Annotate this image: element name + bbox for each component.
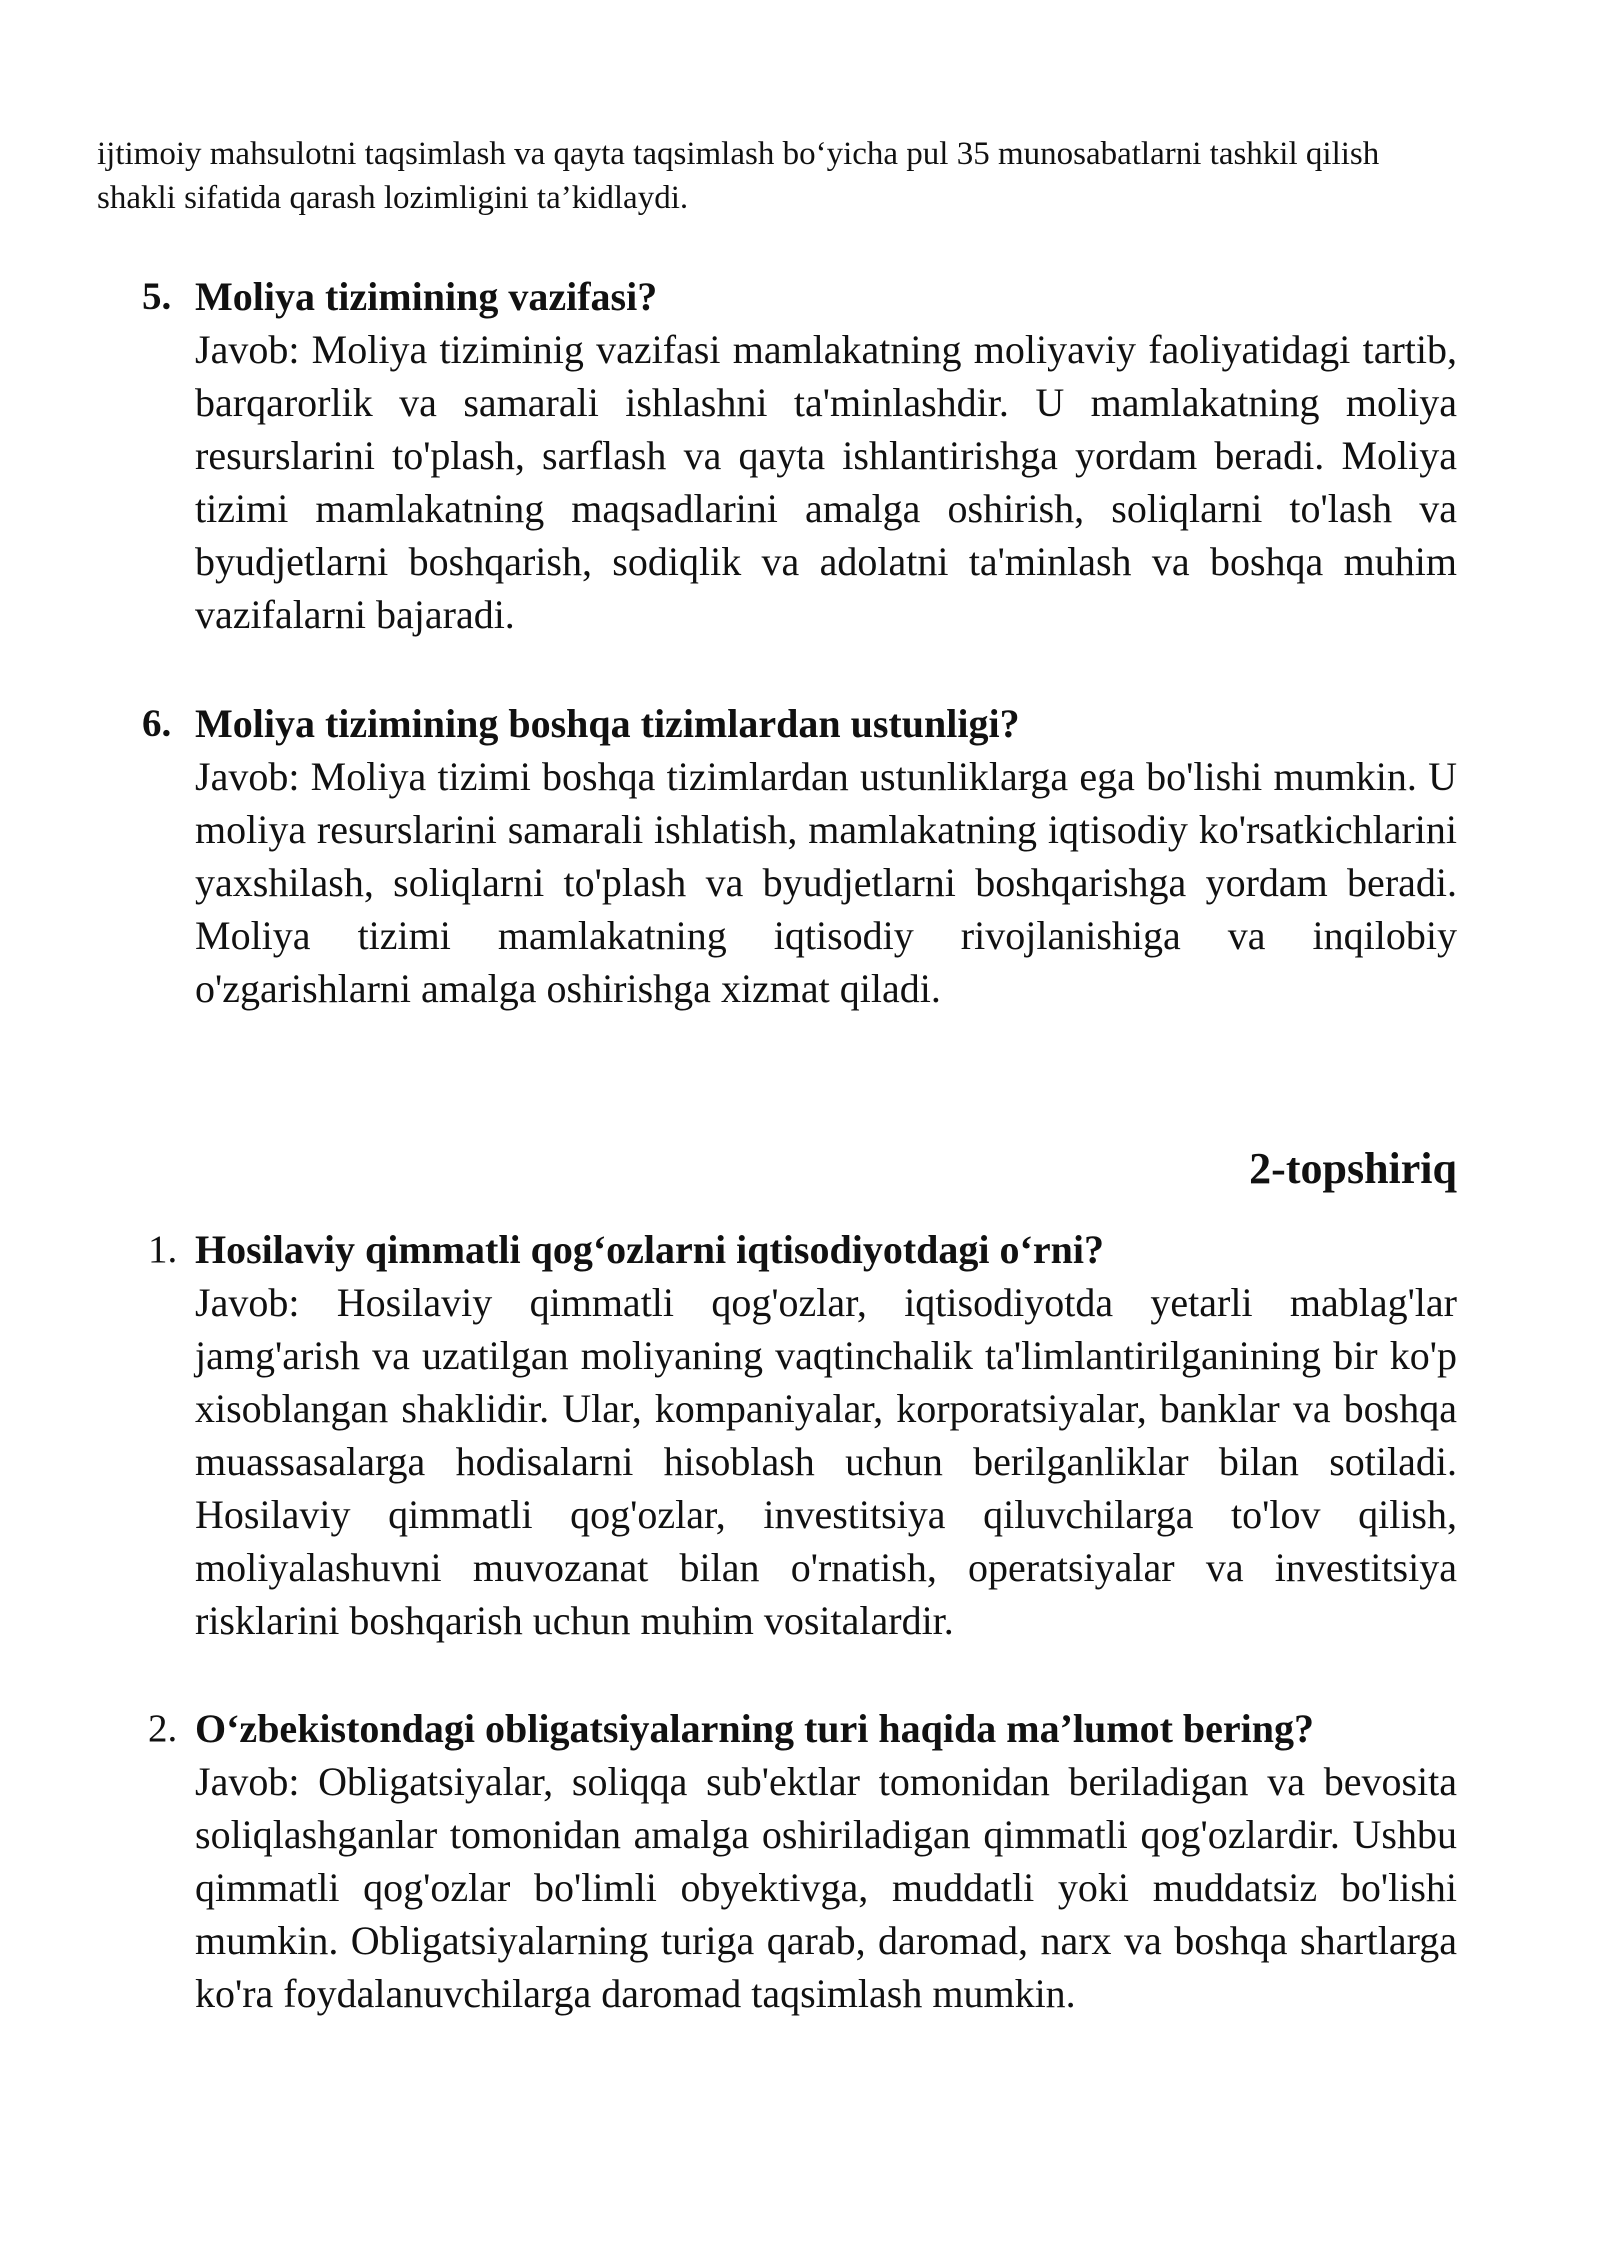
item-body bbox=[195, 697, 1457, 1015]
section-heading: 2-topshiriq bbox=[1249, 1144, 1457, 1193]
item-question: O‘zbekistondagi obligatsiyalarning turi haqida ma’lumot bering? bbox=[195, 1706, 1315, 1751]
item-body bbox=[195, 270, 1457, 641]
item-number: 6. bbox=[142, 702, 172, 745]
item-body bbox=[195, 1702, 1457, 2020]
item-answer: Javob: Obligatsiyalar, soliqqa sub'ektlar tomonidan beriladigan va bevosita soliqlashganlar tomonidan amalga oshiriladigan qimmatli qog'ozlardir. Ushbu qimmatli qog'ozlar bo'limli obyektivga, muddatli yoki muddatsiz bo'lishi mumkin. Obligatsiyalarning turiga qarab, daromad, narx va boshqa shartlarga ko'ra foydalanuvchilarga daromad taqsimlash mumkin. bbox=[195, 1759, 1457, 2016]
item-number: 5. bbox=[142, 275, 172, 318]
item-question: Moliya tizimining vazifasi? bbox=[195, 274, 658, 319]
item-question: Moliya tizimining boshqa tizimlardan ustunligi? bbox=[195, 701, 1020, 746]
intro-paragraph: ijtimoiy mahsulotni taqsimlash va qayta taqsimlash bo‘yicha pul 35 munosabatlarni tashkil qilish shakli sifatida qarash lozimligini ta’kidlaydi. bbox=[97, 136, 1380, 216]
item-answer: Javob: Moliya tiziminig vazifasi mamlakatning moliyaviy faoliyatidagi tartib, barqarorlik va samarali ishlashni ta'minlashdir. U mamlakatning moliya resurslarini to'plash, sarflash va qayta ishlantirishga yordam beradi. Moliya tizimi mamlakatning maqsadlarini amalga oshirish, soliqlarni to'lash va byudjetlarni boshqarish, sodiqlik va adolatni ta'minlash va boshqa muhim vazifalarni bajaradi. bbox=[195, 327, 1457, 637]
item-answer: Javob: Moliya tizimi boshqa tizimlardan ustunliklarga ega bo'lishi mumkin. U moliya resurslarini samarali ishlatish, mamlakatning iqtisodiy ko'rsatkichlarini yaxshilash, soliqlarni to'plash va byudjetlarni boshqarishga yordam beradi. Moliya tizimi mamlakatning iqtisodiy rivojlanishiga va inqilobiy o'zgarishlarni amalga oshirishga xizmat qiladi. bbox=[195, 754, 1457, 1011]
item-answer: Javob: Hosilaviy qimmatli qog'ozlar, iqtisodiyotda yetarli mablag'lar jamg'arish va uzatilgan moliyaning vaqtinchalik ta'limlantirilganining bir ko'p xisoblangan shaklidir. Ular, kompaniyalar, korporatsiyalar, banklar va boshqa muassasalarga hodisalarni hisoblash uchun berilganliklar bilan sotiladi. Hosilaviy qimmatli qog'ozlar, investitsiya qiluvchilarga to'lov qilish, moliyalashuvni muvozanat bilan o'rnatish, operatsiyalar va investitsiya risklarini boshqarish uchun muhim vositalardir. bbox=[195, 1280, 1457, 1643]
item-number: 2. bbox=[148, 1707, 178, 1750]
item-number: 1. bbox=[148, 1228, 178, 1271]
item-body bbox=[195, 1223, 1457, 1647]
item-question: Hosilaviy qimmatli qog‘ozlarni iqtisodiyotdagi o‘rni? bbox=[195, 1227, 1104, 1272]
